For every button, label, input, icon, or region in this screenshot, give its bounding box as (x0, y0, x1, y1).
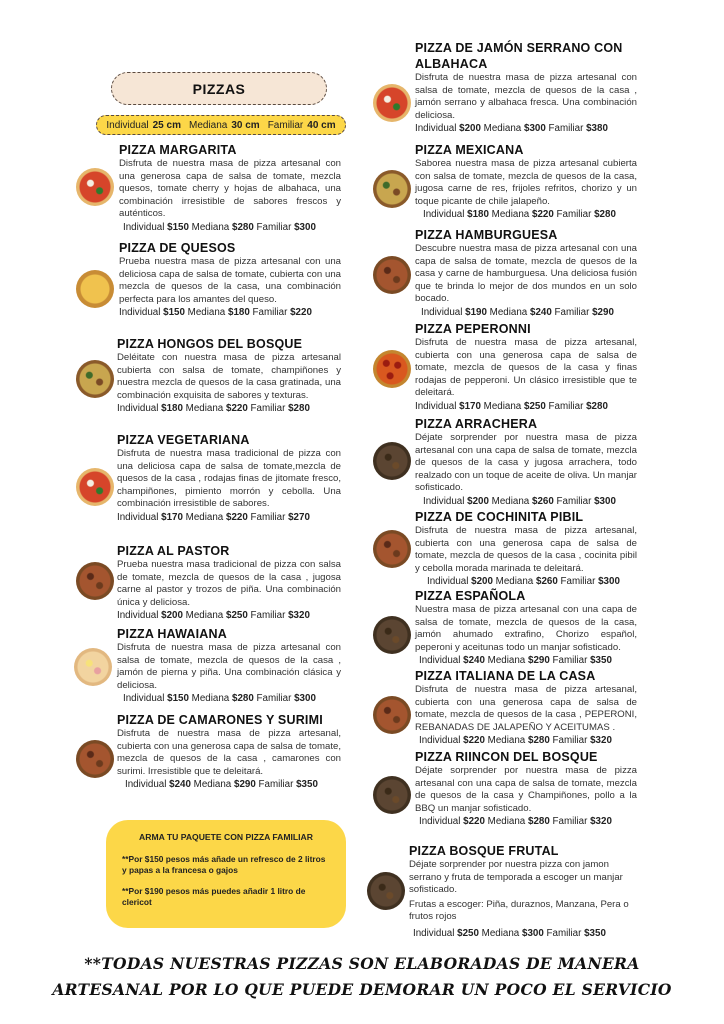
menu-item-hamburguesa (415, 227, 637, 318)
menu-item-rincon (415, 749, 637, 827)
item-prices: Individual $240 Mediana $290 Familiar $350 (125, 779, 318, 791)
pizza-frutal-image (367, 872, 405, 910)
menu-item-peperonni (415, 321, 637, 412)
pizza-mexicana-image (373, 170, 411, 208)
item-description: Disfruta de nuestra masa de pizza artesanal, cubierta con una generosa capa de salsa de tomate, mezcla de quesos de la casa y finas rodajas de pepperoni. Un clásico irresistible que te deleitará. (415, 337, 637, 399)
menu-item-mexicana (415, 142, 637, 220)
item-description: Deléitate con nuestra masa de pizza artesanal cubierta con salsa de tomate, champiñones y nuestra mezcla de quesos de la casa gratinada, una combinación exquisita de sabores y texturas. (117, 352, 341, 401)
menu-item-serrano (415, 40, 637, 134)
item-title: PIZZA MARGARITA (119, 143, 237, 157)
item-prices: Individual $220 Mediana $280 Familiar $320 (419, 735, 612, 747)
menu-item-margarita (119, 142, 341, 233)
footer-note-line-1: **TODAS NUESTRAS PIZZAS SON ELABORADAS DE MANERA (84, 954, 640, 973)
pizza-serrano-image (373, 84, 411, 122)
item-description: Disfruta de nuestra masa de pizza artesanal con una generosa capa de salsa de tomate, mezcla quesos, tomate cherry y hojas de albahaca, una combinación irresistible de sabores frescos y auténticos. (119, 158, 341, 220)
promo-title: ARMA TU PAQUETE CON PIZZA FAMILIAR (139, 832, 313, 842)
item-title: PIZZA RIINCON DEL BOSQUE (415, 750, 598, 764)
item-title: PIZZA DE QUESOS (119, 241, 236, 255)
pizza-hamburguesa-image (373, 256, 411, 294)
item-title: PIZZA AL PASTOR (117, 544, 230, 558)
item-prices: Individual $200 Mediana $260 Familiar $300 (427, 576, 620, 588)
item-description: Disfruta de nuestra masa de pizza artesanal con salsa de tomate, mezcla de quesos de la casa , jamón serrano y albahaca fresca. Una combinación deliciosa. (415, 72, 637, 121)
item-title: PIZZA VEGETARIANA (117, 433, 250, 447)
item-description: Disfruta de nuestra masa de pizza artesanal con salsa de tomate, mezcla de quesos de la casa , jamón de pierna y piña. Una combinación clásica y deliciosa. (117, 642, 341, 691)
item-prices: Individual $150 Mediana $280 Familiar $300 (123, 221, 316, 233)
item-description: Saborea nuestra masa de pizza artesanal cubierta con salsa de tomate, mezcla de quesos de la casa, jugosa carne de res, frijoles refritos, chorizo y un toque picante de chile jalapeño. (415, 158, 637, 207)
menu-item-arrachera (415, 416, 637, 507)
pizza-camarones-image (76, 740, 114, 778)
item-prices: Individual $200 Mediana $250 Familiar $320 (117, 610, 310, 622)
pizza-arrachera-image (373, 442, 411, 480)
promo-box (106, 820, 346, 928)
size-value-individual: 25 cm (152, 119, 181, 131)
item-fruit-options: Frutas a escoger: Piña, duraznos, Manzana, Pera o frutos rojos (409, 898, 629, 923)
size-label-familiar: Familiar (267, 119, 304, 131)
size-legend (96, 115, 346, 135)
item-title: PIZZA BOSQUE FRUTAL (409, 844, 559, 858)
item-description: Disfruta de nuestra masa de pizza artesanal, cubierta con una generosa capa de salsa de tomate, mezcla de quesos de la casa , PEPERONI, REBANADAS DE JALAPEÑO Y ACEITUMAS . (415, 684, 637, 733)
menu-item-hawaiana (117, 626, 341, 704)
item-title: PIZZA ITALIANA DE LA CASA (415, 669, 596, 683)
item-prices: Individual $200 Mediana $260 Familiar $300 (423, 495, 616, 507)
item-prices: Individual $250 Mediana $300 Familiar $350 (413, 927, 606, 939)
menu-item-italiana (415, 668, 637, 746)
item-prices: Individual $180 Mediana $220 Familiar $280 (117, 403, 310, 415)
footer-note-line-2: ARTESANAL POR LO QUE PUEDE DEMORAR UN POCO EL SERVICIO (52, 980, 672, 999)
item-prices: Individual $150 Mediana $180 Familiar $220 (119, 307, 312, 319)
menu-item-frutal (409, 843, 641, 939)
pizza-cochinita-image (373, 530, 411, 568)
item-prices: Individual $170 Mediana $250 Familiar $280 (415, 400, 608, 412)
size-label-individual: Individual (106, 119, 149, 131)
promo-line-clericot: **Por $190 pesos más puedes añadir 1 litro de clericot (122, 886, 306, 907)
pizza-hawaiana-image (74, 648, 112, 686)
menu-item-quesos (119, 240, 341, 318)
item-description: Déjate sorprender por nuestra masa de pizza artesanal con una capa de salsa de tomate, mezcla de quesos de la casa y jugosa arrachera, todo realzado con un toque de aceite de oliva. Un manjar sofisticado. (415, 432, 637, 494)
item-title: PIZZA HAWAIANA (117, 627, 227, 641)
item-title: PIZZA HONGOS DEL BOSQUE (117, 337, 303, 351)
item-prices: Individual $180 Mediana $220 Familiar $280 (423, 209, 616, 221)
item-prices: Individual $170 Mediana $220 Familiar $270 (117, 511, 310, 523)
item-prices: Individual $150 Mediana $280 Familiar $300 (123, 693, 316, 705)
pizza-margarita-image (76, 168, 114, 206)
section-title-text: PIZZAS (192, 80, 246, 97)
item-description: Prueba nuestra masa tradicional de pizza con salsa de tomate, mezcla de quesos de la casa , jugosa carne al pastor y trozos de piña. Una combinación única y deliciosa. (117, 559, 341, 608)
item-description: Déjate sorprender por nuestra pizza con jamon serrano y fruta de temporada a escoger un manjar sofisticado. (409, 859, 623, 896)
item-description: Disfruta de nuestra masa tradicional de pizza con una deliciosa capa de salsa de tomate,mezcla de quesos de la casa , rodajas finas de jitomate fresco, champiñones, pimiento morrón y cebolla. Una combinación irresistible de sabores. (117, 448, 341, 510)
item-description: Disfruta de nuestra masa de pizza artesanal, cubierta con una generosa capa de salsa de tomate, mezcla de quesos de la casa , camarones con surimi. Irresistible que te deleitará. (117, 728, 341, 777)
item-prices: Individual $190 Mediana $240 Familiar $290 (421, 306, 614, 318)
item-description: Déjate sorprender por nuestra masa de pizza artesanal con una capa de salsa de tomate, mezcla de quesos de la casa y Champiñones, pollo a la BBQ un manjar sofisticado. (415, 765, 637, 814)
menu-item-camarones (117, 712, 341, 790)
menu-item-espanola (415, 588, 637, 666)
section-title (111, 72, 327, 105)
menu-item-vegetariana (117, 432, 341, 523)
item-prices: Individual $220 Mediana $280 Familiar $320 (419, 816, 612, 828)
pizza-hongos-image (76, 360, 114, 398)
pizza-italiana-image (373, 696, 411, 734)
pizza-pastor-image (76, 562, 114, 600)
item-title: PIZZA PEPERONNI (415, 322, 531, 336)
item-description: Disfruta de nuestra masa de pizza artesanal, cubierta con una generosa capa de salsa de tomate, mezcla de quesos de la casa , cocinita pibil y cebolla morada marinada te deleitará. (415, 525, 637, 574)
item-title: PIZZA HAMBURGUESA (415, 228, 558, 242)
item-description: Nuestra masa de pizza artesanal con una capa de salsa de tomate, mezcla de quesos de la casa, jamón ahumado extrafino, Chorizo español, peperoni y aceitunas todo un manjar sofisticado. (415, 604, 637, 653)
size-label-mediana: Mediana (188, 119, 228, 131)
item-title: PIZZA DE COCHINITA PIBIL (415, 510, 584, 524)
menu-item-hongos (117, 336, 341, 414)
promo-line-refresco: **Por $150 pesos más añade un refresco de 2 litros y papas a la francesa o gajos (122, 854, 326, 875)
pizza-vegetariana-image (76, 468, 114, 506)
item-title: PIZZA ESPAÑOLA (415, 589, 526, 603)
pizza-quesos-image (76, 270, 114, 308)
item-prices: Individual $200 Mediana $300 Familiar $380 (415, 123, 608, 135)
item-title: PIZZA DE CAMARONES Y SURIMI (117, 713, 323, 727)
size-value-familiar: 40 cm (307, 119, 336, 131)
pizza-espanola-image (373, 616, 411, 654)
item-prices: Individual $240 Mediana $290 Familiar $350 (419, 655, 612, 667)
pizza-rincon-image (373, 776, 411, 814)
menu-item-cochinita (415, 509, 637, 587)
size-value-mediana: 30 cm (231, 119, 260, 131)
item-title: PIZZA DE JAMÓN SERRANO CON ALBAHACA (415, 41, 623, 71)
pizza-peperonni-image (373, 350, 411, 388)
menu-item-pastor (117, 543, 341, 621)
item-title: PIZZA ARRACHERA (415, 417, 538, 431)
item-description: Descubre nuestra masa de pizza artesanal con una capa de salsa de tomate, mezcla de quesos de la casa y carne de hamburguesa. Una deliciosa fusión que te brinda lo mejor de dos mundos en un solo bocado. (415, 243, 637, 305)
item-description: Prueba nuestra masa de pizza artesanal con una deliciosa capa de salsa de tomate, cubierta con una mezcla de quesos de la casa, una combinación perfecta para los amantes del queso. (119, 256, 341, 305)
item-title: PIZZA MEXICANA (415, 143, 524, 157)
